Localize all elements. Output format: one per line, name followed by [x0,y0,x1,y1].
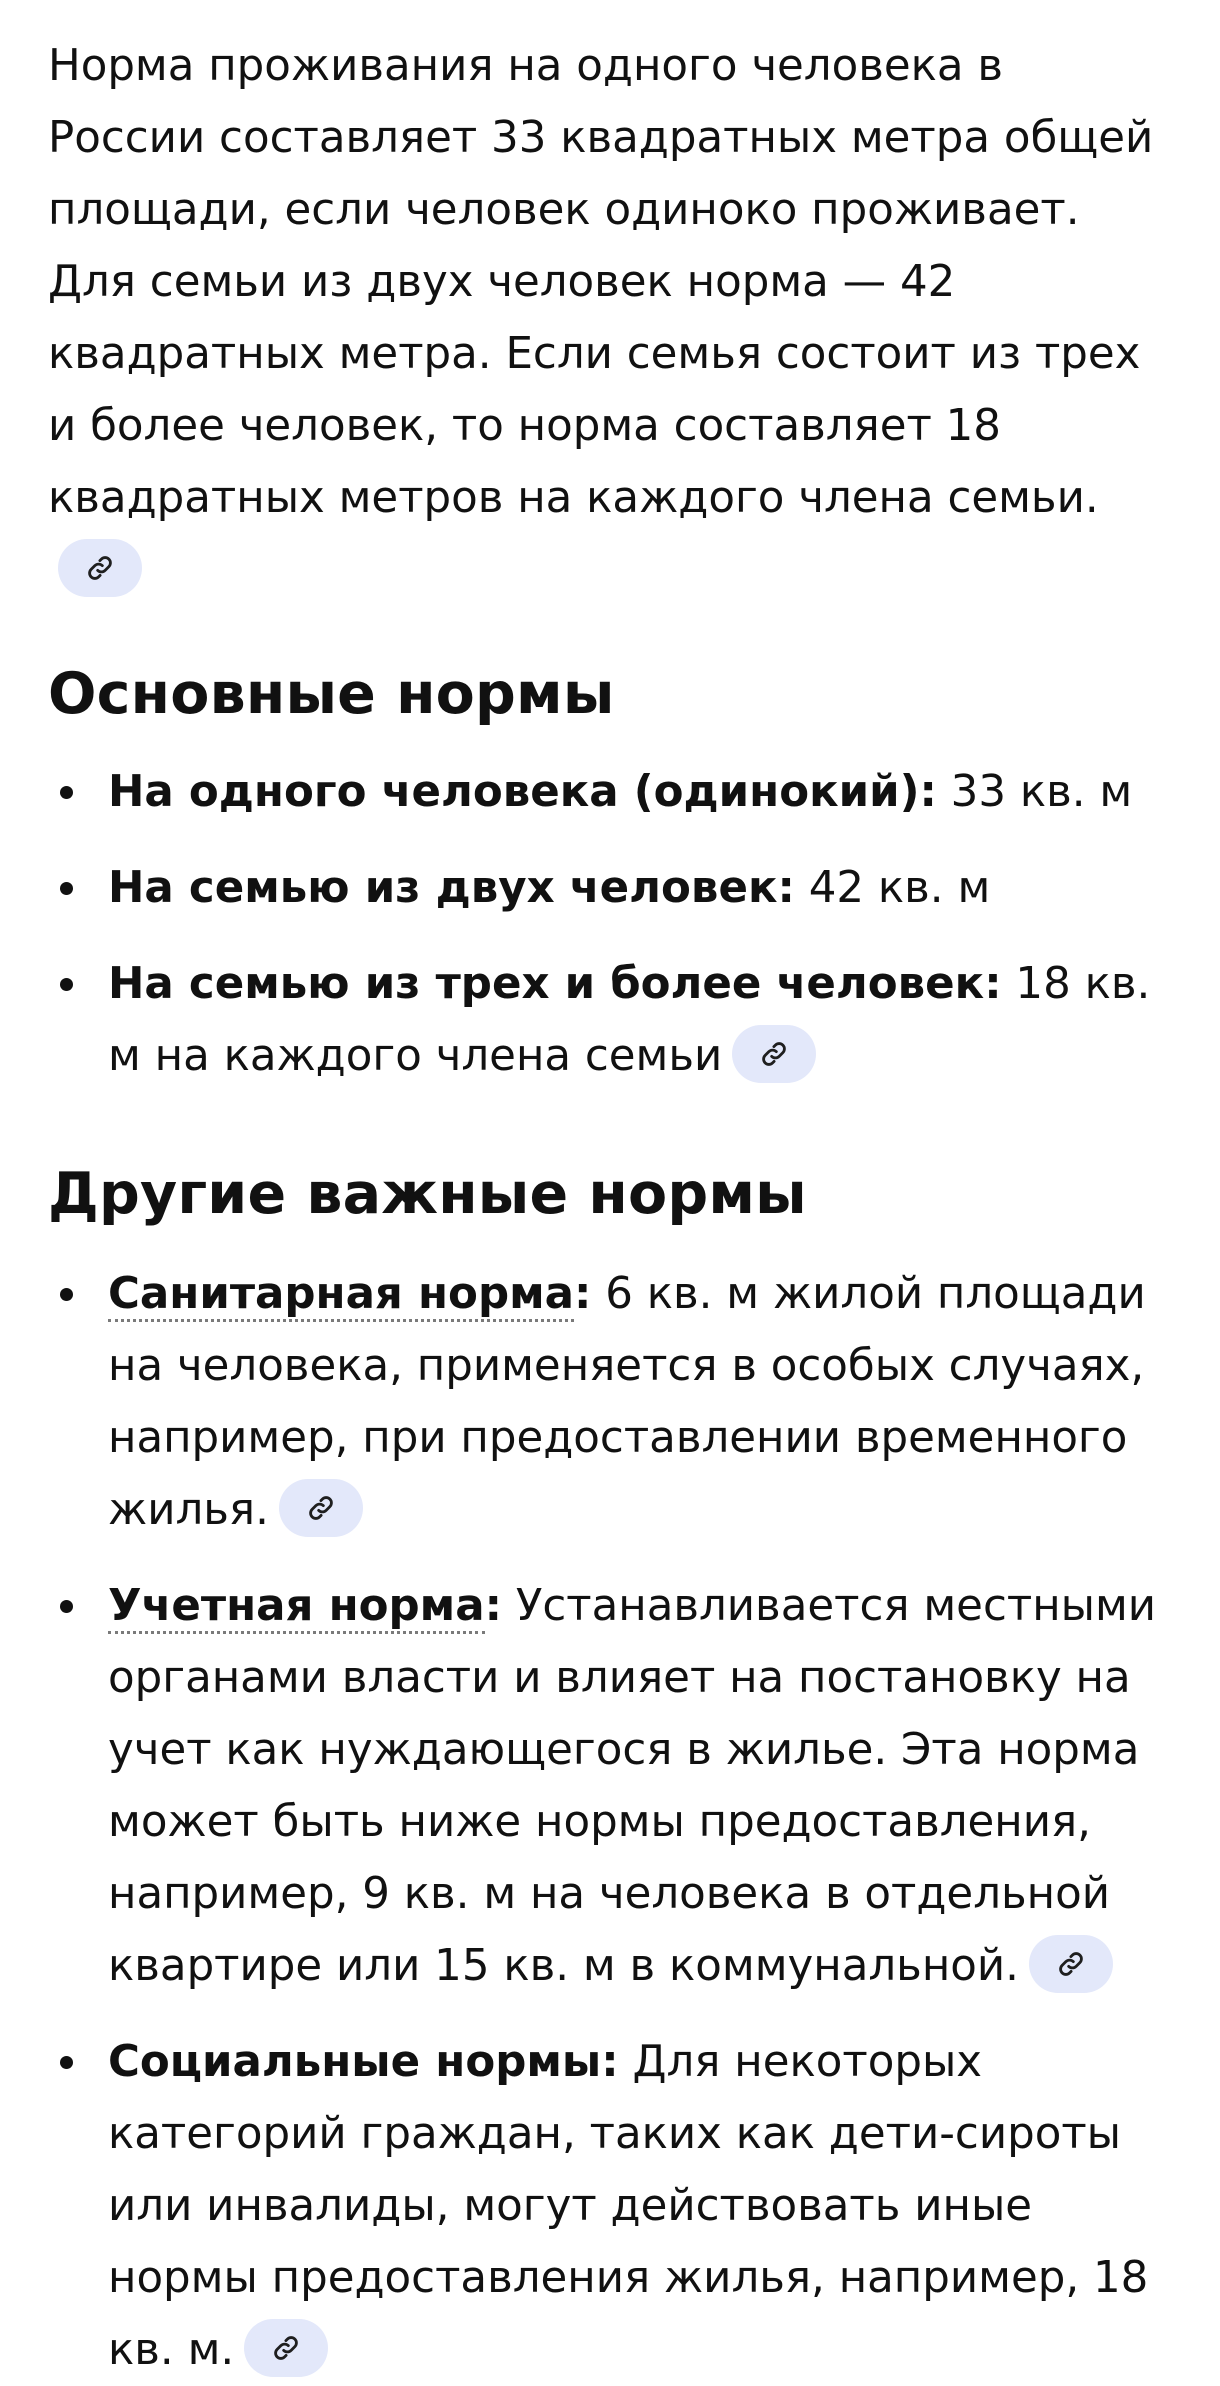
section-heading-other-norms: Другие важные нормы [48,1161,807,1227]
bullet-icon [60,2056,73,2069]
bullet-icon [60,1600,73,1613]
link-icon [1057,1950,1085,1978]
main-norms-list [48,756,1172,1092]
source-link-chip[interactable] [244,2319,328,2377]
intro-paragraph [48,30,1172,606]
source-link-chip[interactable] [732,1025,816,1083]
item-term: На семью из двух человек: [108,863,795,913]
link-icon [272,2334,300,2362]
item-text: Для некоторых категорий граждан, таких как дети-сироты или инвалиды, могут действовать иные нормы предоставления жилья, например, 18 кв. м. [108,2037,1149,2375]
source-link-chip[interactable] [1029,1935,1113,1993]
glossary-term-registration-norm[interactable] [108,1581,502,1634]
bullet-icon [60,1288,73,1301]
list-item [48,1258,1172,1546]
source-link-chip[interactable] [58,539,142,597]
item-text: 18 кв. м на каждого члена семьи [108,959,1151,1081]
item-term-colon: : [574,1269,592,1319]
source-link-chip[interactable] [279,1479,363,1537]
item-text: 33 кв. м [936,767,1133,817]
list-item [48,2026,1172,2386]
item-term-colon: : [484,1581,502,1631]
list-item [48,756,1172,828]
glossary-term-sanitary-norm[interactable] [108,1269,591,1322]
answer-content [48,30,1172,2386]
item-term: Социальные нормы: [108,2037,619,2087]
bullet-icon [60,786,73,799]
intro-text: Норма проживания на одного человека в России составляет 33 квадратных метра общей площади, если человек одиноко проживает. Для семьи из двух человек норма — 42 квадратных метра. Если семья состоит из трех и более человек, то норма составляет 18 квадратных метров на каждого члена семьи. [48,41,1154,523]
section-heading-main-norms: Основные нормы [48,661,615,727]
item-term: Учетная норма [108,1581,485,1634]
item-term: На одного человека (одинокий): [108,767,937,817]
list-item [48,852,1172,924]
list-item [48,1570,1172,2002]
item-text: 6 кв. м жилой площади на человека, применяется в особых случаях, например, при предоставлении временного жилья. [108,1269,1146,1535]
link-icon [307,1494,335,1522]
bullet-icon [60,978,73,991]
item-term: На семью из трех и более человек: [108,959,1002,1009]
item-term: Санитарная норма [108,1269,574,1322]
link-icon [760,1040,788,1068]
other-norms-list [48,1258,1172,2386]
bullet-icon [60,882,73,895]
item-text: Устанавливается местными органами власти и влияет на постановку на учет как нуждающегося в жилье. Эта норма может быть ниже нормы предоставления, например, 9 кв. м на человека в отдельной квартире или 15 кв. м в коммунальной. [108,1581,1157,1991]
list-item [48,948,1172,1092]
link-icon [86,554,114,582]
item-text: 42 кв. м [794,863,991,913]
